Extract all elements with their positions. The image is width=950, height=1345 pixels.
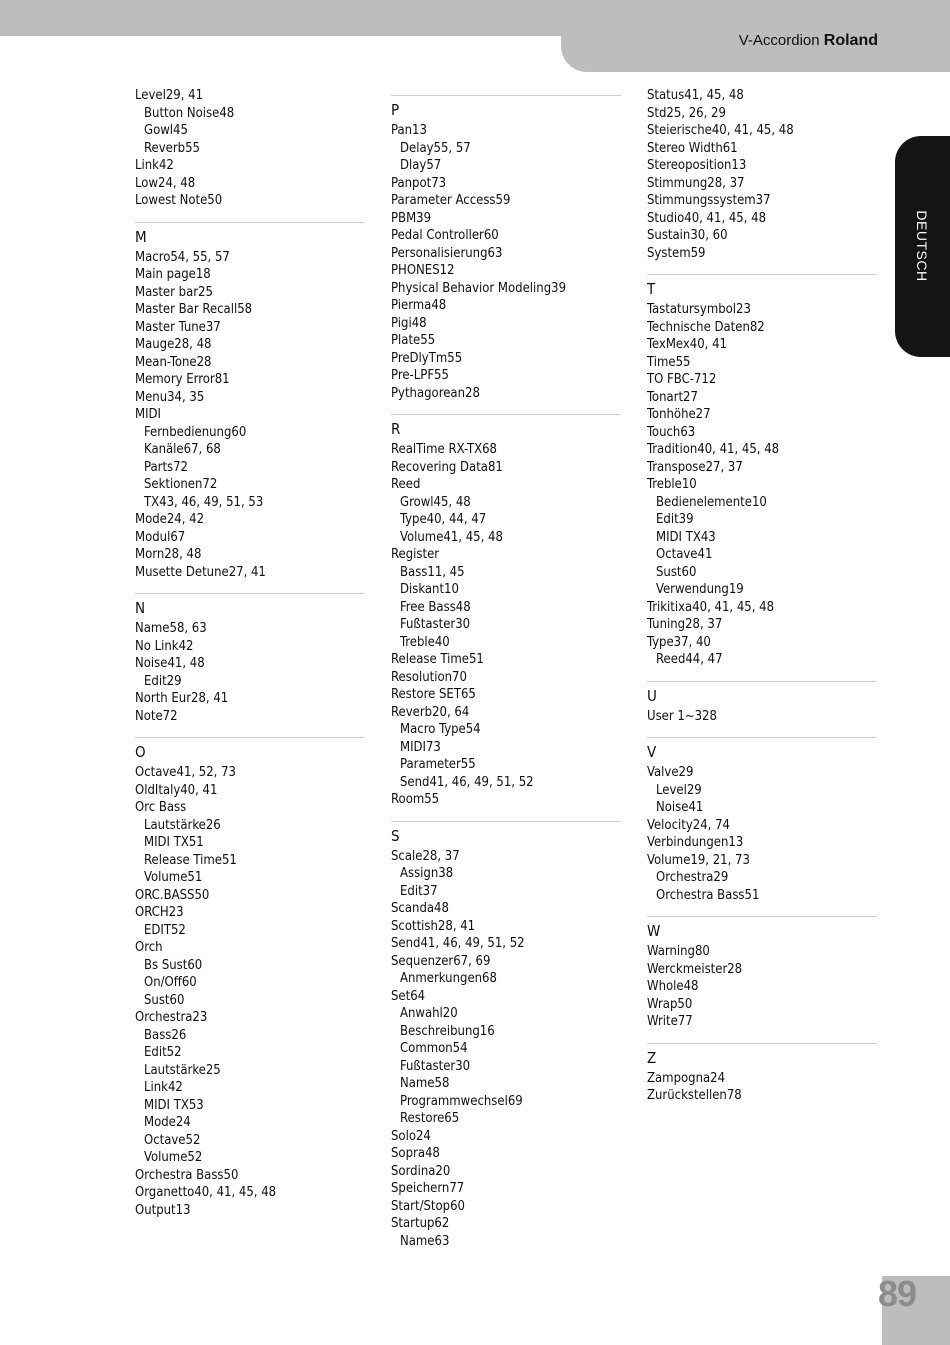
index-section [391, 821, 621, 1251]
index-entry: Musette Detune27, 41 [135, 564, 266, 580]
index-entry: Scale28, 37 [391, 848, 460, 864]
index-entry: Sopra48 [391, 1146, 440, 1161]
index-entry: Steierische40, 41, 45, 48 [647, 123, 794, 138]
index-entry: Technische Daten82 [647, 319, 765, 335]
index-entry: Time55 [647, 354, 691, 370]
index-entry: Restore SET65 [391, 687, 476, 702]
index-entry: Stereo Width61 [647, 140, 738, 156]
index-subentry: Edit29 [144, 673, 182, 689]
index-subentry: Release Time51 [144, 852, 237, 868]
index-section [647, 681, 877, 726]
index-subentry: Kanäle67, 68 [144, 442, 221, 457]
index-entry: Panpot73 [391, 175, 447, 191]
index-entry: System59 [647, 245, 706, 261]
index-subentry: Volume41, 45, 48 [400, 529, 503, 545]
index-entry: Tuning28, 37 [647, 617, 723, 632]
brand-name: Roland [823, 32, 878, 49]
index-entry: North Eur28, 41 [135, 691, 229, 706]
index-subentry: Growl45, 48 [400, 494, 471, 510]
index-subentry: Common54 [400, 1041, 468, 1056]
index-entry: ORCH23 [135, 905, 184, 920]
index-entry: TO FBC-712 [647, 372, 717, 387]
index-entry: Lowest Note50 [135, 193, 223, 208]
index-subentry: Link42 [144, 1080, 183, 1095]
index-entry: Plate55 [391, 333, 436, 348]
index-subentry: MIDI73 [400, 739, 441, 755]
index-letter-heading: T [647, 280, 656, 298]
index-entry: Mode24, 42 [135, 512, 205, 527]
index-entry: PreDlyTm55 [391, 350, 463, 366]
index-entry: Pedal Controller60 [391, 228, 499, 243]
index-subentry: Orchestra29 [656, 870, 729, 885]
index-subentry: Bs Sust60 [144, 957, 203, 973]
index-entry: Reverb20, 64 [391, 704, 470, 720]
index-section [647, 1043, 877, 1105]
index-subentry: MIDI TX51 [144, 835, 204, 850]
index-entry: Transpose27, 37 [647, 459, 743, 475]
index-entry: Send41, 46, 49, 51, 52 [391, 936, 525, 951]
index-entry: Orch [135, 940, 163, 955]
index-entry: Start/Stop60 [391, 1198, 465, 1214]
index-column-3 [647, 87, 877, 1105]
index-section [135, 222, 365, 582]
index-subentry: Sust60 [656, 564, 697, 580]
index-subentry: Lautstärke26 [144, 817, 221, 833]
index-entry: Master Tune37 [135, 319, 221, 335]
index-entry: Register [391, 547, 440, 562]
index-subentry: EDIT52 [144, 922, 186, 938]
index-entry: Note72 [135, 708, 178, 724]
index-entry: Type37, 40 [647, 634, 711, 650]
index-subentry: Fernbedienung60 [144, 424, 247, 440]
index-letter-heading: V [647, 743, 657, 761]
index-subentry: MIDI TX53 [144, 1097, 204, 1113]
index-entry: Mean-Tone28 [135, 354, 212, 370]
index-subentry: Lautstärke25 [144, 1062, 221, 1078]
index-entry: Stereoposition13 [647, 158, 747, 173]
index-entry: Pre-LPF55 [391, 368, 449, 383]
index-entry: RealTime RX-TX68 [391, 442, 497, 457]
index-section [135, 593, 365, 725]
index-entry: Tradition40, 41, 45, 48 [647, 442, 780, 457]
index-subentry: Beschreibung16 [400, 1023, 495, 1039]
index-subentry: Anwahl20 [400, 1006, 458, 1021]
index-subentry: Name58 [400, 1076, 450, 1091]
index-subentry: Bass26 [144, 1027, 187, 1043]
index-entry: Modul67 [135, 529, 186, 545]
index-subentry: Bedienelemente10 [656, 494, 767, 510]
index-subentry: Diskant10 [400, 582, 459, 597]
index-entry: Pythagorean28 [391, 385, 480, 401]
index-entry: Tonart27 [647, 389, 698, 405]
index-entry: Master bar25 [135, 284, 213, 300]
index-subentry: Orchestra Bass51 [656, 887, 760, 903]
index-subentry: Free Bass48 [400, 599, 471, 615]
index-entry: Morn28, 48 [135, 547, 202, 562]
index-entry: Level29, 41 [135, 88, 204, 103]
index-entry: Scanda48 [391, 901, 449, 916]
index-column-2 [391, 87, 621, 1250]
index-entry: Parameter Access59 [391, 193, 511, 208]
index-subentry: Programmwechsel69 [400, 1093, 523, 1109]
index-subentry: Treble40 [400, 634, 450, 650]
index-section [647, 916, 877, 1031]
index-entry: Master Bar Recall58 [135, 302, 253, 317]
index-entry: Warning80 [647, 944, 710, 959]
index-entry: ORC.BASS50 [135, 887, 210, 903]
index-subentry: Button Noise48 [144, 105, 235, 121]
index-entry: Wrap50 [647, 996, 693, 1012]
index-entry: Valve29 [647, 765, 694, 780]
index-entry: TexMex40, 41 [647, 337, 727, 352]
index-subentry: Level29 [656, 782, 702, 798]
index-subentry: MIDI TX43 [656, 529, 716, 545]
index-subentry: Volume52 [144, 1150, 203, 1165]
index-subentry: Sust60 [144, 992, 185, 1008]
index-subentry: Macro Type54 [400, 722, 481, 737]
index-entry: Sordina20 [391, 1163, 451, 1179]
index-subentry: Octave41 [656, 547, 713, 562]
index-subentry: Sektionen72 [144, 477, 218, 492]
index-letter-heading: R [391, 420, 401, 438]
index-subentry: Verwendung19 [656, 582, 744, 597]
index-entry: Zampogna24 [647, 1070, 726, 1086]
index-subentry: Octave52 [144, 1132, 201, 1148]
index-section [391, 414, 621, 809]
index-entry: Release Time51 [391, 652, 484, 667]
index-subentry: Restore65 [400, 1111, 460, 1126]
language-tab [895, 136, 950, 357]
index-letter-heading: M [135, 227, 147, 246]
index-section [135, 87, 365, 210]
index-entry: Mauge28, 48 [135, 337, 212, 352]
index-entry: Memory Error81 [135, 372, 230, 387]
index-entry: Reed [391, 477, 421, 492]
index-entry: Whole48 [647, 979, 699, 994]
index-entry: Orc Bass [135, 800, 187, 815]
index-entry: Verbindungen13 [647, 835, 744, 850]
index-entry: Orchestra23 [135, 1010, 208, 1025]
index-entry: Name58, 63 [135, 621, 207, 636]
index-subentry: Fußtaster30 [400, 1058, 471, 1074]
index-entry: Touch63 [647, 424, 696, 440]
index-entry: Low24, 48 [135, 175, 196, 191]
index-entry: No Link42 [135, 638, 194, 654]
index-entry: Scottish28, 41 [391, 918, 476, 934]
index-subentry: Edit39 [656, 512, 694, 527]
index-entry: Volume19, 21, 73 [647, 852, 750, 868]
index-entry: Werckmeister28 [647, 961, 743, 977]
index-entry: Stimmung28, 37 [647, 175, 745, 191]
index-letter-heading: U [647, 686, 657, 705]
index-letter-heading: S [391, 826, 400, 845]
index-entry: Resolution70 [391, 669, 467, 685]
index-entry: Sequenzer67, 69 [391, 953, 491, 969]
index-entry: Speichern77 [391, 1181, 465, 1196]
index-entry: Pan13 [391, 123, 427, 138]
index-entry: PHONES12 [391, 263, 455, 278]
index-entry: Recovering Data81 [391, 459, 503, 475]
index-subentry: TX43, 46, 49, 51, 53 [144, 494, 264, 510]
index-entry: MIDI [135, 407, 161, 422]
language-tab-label: DEUTSCH [914, 210, 930, 282]
index-section [391, 95, 621, 402]
index-entry: Studio40, 41, 45, 48 [647, 210, 767, 226]
index-subentry: Parameter55 [400, 757, 476, 772]
index-entry: Output13 [135, 1202, 191, 1218]
index-subentry: Reed44, 47 [656, 652, 723, 667]
index-entry: Set64 [391, 988, 426, 1004]
index-subentry: Delay55, 57 [400, 140, 471, 156]
index-entry: Noise41, 48 [135, 656, 205, 671]
index-entry: OldItaly40, 41 [135, 782, 218, 798]
index-entry: Tonhöhe27 [647, 407, 711, 422]
index-subentry: Name63 [400, 1233, 450, 1249]
index-subentry: Edit52 [144, 1045, 182, 1060]
index-letter-heading: Z [647, 1048, 657, 1067]
index-letter-heading: N [135, 599, 146, 617]
index-entry: Menu34, 35 [135, 389, 205, 405]
index-entry: Zurückstellen78 [647, 1088, 742, 1103]
index-entry: Organetto40, 41, 45, 48 [135, 1185, 277, 1200]
index-letter-heading: O [135, 743, 146, 761]
index-entry: Room55 [391, 792, 440, 807]
index-section [647, 274, 877, 669]
index-subentry: Gowl45 [144, 123, 188, 138]
index-entry: Sustain30, 60 [647, 228, 728, 243]
index-subentry: Fußtaster30 [400, 617, 471, 632]
index-entry: Orchestra Bass50 [135, 1167, 239, 1183]
index-entry: User 1~328 [647, 708, 717, 724]
index-entry: Write77 [647, 1014, 693, 1029]
product-name: V-Accordion [738, 32, 820, 49]
index-letter-heading: P [391, 101, 400, 119]
index-entry: Octave41, 52, 73 [135, 765, 236, 780]
index-entry: Treble10 [647, 477, 697, 492]
index-subentry: Anmerkungen68 [400, 971, 497, 986]
index-subentry: Type40, 44, 47 [400, 512, 487, 527]
index-column-1 [135, 87, 365, 1219]
index-section [647, 737, 877, 904]
index-subentry: Volume51 [144, 870, 203, 885]
index-entry: Solo24 [391, 1128, 431, 1144]
index-section [135, 737, 365, 1219]
index-subentry: Dlay57 [400, 158, 442, 173]
index-entry: Main page18 [135, 267, 211, 282]
index-subentry: Reverb55 [144, 140, 200, 156]
index-entry: PBM39 [391, 210, 432, 226]
index-entry: Pigi48 [391, 315, 427, 331]
index-subentry: Send41, 46, 49, 51, 52 [400, 774, 534, 790]
index-subentry: Noise41 [656, 800, 704, 815]
index-entry: Physical Behavior Modeling39 [391, 280, 567, 296]
index-entry: Link42 [135, 158, 174, 173]
index-subentry: Edit37 [400, 883, 438, 899]
index-subentry: Bass11, 45 [400, 564, 465, 580]
index-entry: Stimmungssystem37 [647, 193, 771, 208]
index-entry: Velocity24, 74 [647, 817, 730, 833]
page-number: 89 [877, 1273, 916, 1314]
index-entry: Startup62 [391, 1216, 450, 1231]
index-entry: Std25, 26, 29 [647, 105, 726, 121]
index-letter-heading: W [647, 922, 661, 940]
index-subentry: On/Off60 [144, 975, 197, 990]
index-entry: Personalisierung63 [391, 245, 503, 261]
index-entry: Status41, 45, 48 [647, 88, 744, 103]
index-entry: Trikitixa40, 41, 45, 48 [647, 599, 775, 615]
header-brand [739, 32, 878, 50]
index-section [647, 87, 877, 262]
index-entry: Pierma48 [391, 298, 447, 313]
index-subentry: Mode24 [144, 1115, 191, 1130]
index-subentry: Parts72 [144, 459, 188, 475]
index-subentry: Assign38 [400, 866, 454, 881]
index-entry: Tastatursymbol23 [647, 302, 751, 317]
index-entry: Macro54, 55, 57 [135, 249, 230, 265]
